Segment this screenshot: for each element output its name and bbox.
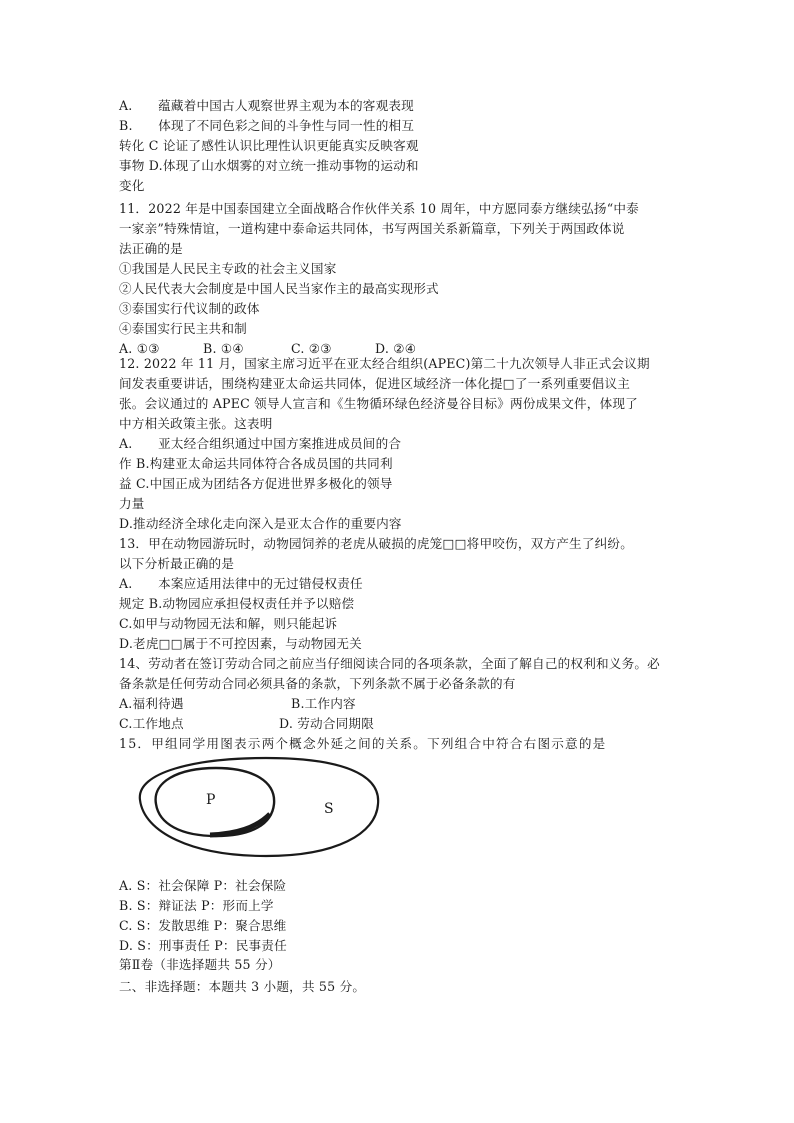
q13-option-c: C.如甲与动物园无法和解，则只能起诉 <box>119 616 338 631</box>
q11-choice-d: D. ②④ <box>375 341 417 356</box>
q10-option-c: 转化 C 论证了感性认识比理性认识更能真实反映客观 <box>119 138 419 153</box>
q11-choice-a: A. ①③ <box>119 341 160 356</box>
q14-option-a: A.福利待遇 <box>119 696 184 711</box>
q12-option-c: 益 C.中国正成为团结各方促进世界多极化的领导 <box>119 476 393 491</box>
inner-label-p: P <box>206 792 216 808</box>
q15-stem: 15．甲组同学用图表示两个概念外延之间的关系。下列组合中符合右图示意的是 <box>119 736 607 751</box>
q13-option-b: 规定 B.动物园应承担侵权责任并予以赔偿 <box>119 596 355 611</box>
q11-item-4: ④泰国实行民主共和制 <box>119 321 247 336</box>
q14-row-cd <box>119 714 374 734</box>
q11-stem-3: 法正确的是 <box>119 241 183 256</box>
q11-item-3: ③泰国实行代议制的政体 <box>119 301 260 316</box>
outer-label-s: S <box>324 801 334 817</box>
q12-stem-2: 间发表重要讲话，围绕构建亚太命运共同体，促进区域经济一体化提□了一系列重要倡议主 <box>119 376 631 391</box>
q14-option-c: C.工作地点 <box>119 716 184 731</box>
q13-option-a: A. 本案应适用法律中的无过错侵权责任 <box>119 576 363 591</box>
part2-section-heading: 二、非选择题：本题共 3 小题，共 55 分。 <box>119 979 366 994</box>
q11-stem-2: 一家亲”特殊情谊，一道构建中泰命运共同体，书写两国关系新篇章，下列关于两国政体说 <box>119 221 625 236</box>
q10-option-b: B. 体现了不同色彩之间的斗争性与同一性的相互 <box>119 118 415 133</box>
q11-item-1: ①我国是人民民主专政的社会主义国家 <box>119 261 337 276</box>
q12-stem-4: 中方相关政策主张。这表明 <box>119 416 273 431</box>
q11-item-2: ②人民代表大会制度是中国人民当家作主的最高实现形式 <box>119 281 439 296</box>
q12-option-a: A. 亚太经合组织通过中国方案推进成员间的合 <box>119 436 402 451</box>
concept-relation-diagram <box>126 752 386 862</box>
q12-option-b: 作 B.构建亚太命运共同体符合各成员国的共同利 <box>119 456 393 471</box>
q13-option-d: D.老虎□□属于不可控因素，与动物园无关 <box>119 636 362 651</box>
q13-stem-2: 以下分析最正确的是 <box>119 556 235 571</box>
q10-option-a: A. 蕴藏着中国古人观察世界主观为本的客观表现 <box>119 98 414 113</box>
q12-stem-3: 张。会议通过的 APEC 领导人宣言和《生物循环绿色经济曼谷目标》两份成果文件，体现了 <box>119 396 638 411</box>
q12-option-d: D.推动经济全球化走向深入是亚太合作的重要内容 <box>119 516 402 531</box>
q15-option-a: A. S：社会保障 P：社会保险 <box>119 878 287 893</box>
q14-option-b: B.工作内容 <box>291 696 356 711</box>
q10-option-d-cont: 变化 <box>119 178 145 193</box>
q15-option-b: B. S：辩证法 P：形而上学 <box>119 898 274 913</box>
q14-stem-1: 14、劳动者在签订劳动合同之前应当仔细阅读合同的各项条款，全面了解自己的权利和义务。必 <box>119 656 660 671</box>
q12-option-c-cont: 力量 <box>119 496 145 511</box>
part2-title: 第Ⅱ卷（非选择题共 55 分） <box>119 957 281 972</box>
q15-option-c: C. S：发散思维 P：聚合思维 <box>119 918 287 933</box>
q11-choice-c: C. ②③ <box>291 341 332 356</box>
q15-option-d: D. S：刑事责任 P：民事责任 <box>119 938 287 953</box>
q10-option-d: 事物 D.体现了山水烟雾的对立统一推动事物的运动和 <box>119 158 419 173</box>
q14-row-ab <box>119 694 356 714</box>
q13-stem-1: 13．甲在动物园游玩时，动物园饲养的老虎从破损的虎笼□□将甲咬伤，双方产生了纠纷。 <box>119 536 633 551</box>
q11-stem-1: 11．2022 年是中国泰国建立全面战略合作伙伴关系 10 周年，中方愿同泰方继续弘扬“中泰 <box>119 201 639 216</box>
q11-choice-b: B. ①④ <box>203 341 244 356</box>
q14-stem-2: 备条款是任何劳动合同必须具备的条款，下列条款不属于必备条款的有 <box>119 676 516 691</box>
q14-option-d: D. 劳动合同期限 <box>279 716 375 731</box>
q12-stem-1: 12. 2022 年 11 月，国家主席习近平在亚太经合组织(APEC)第二十九次领导人非正式会议期 <box>119 356 650 371</box>
outer-ellipse-s <box>140 758 378 856</box>
